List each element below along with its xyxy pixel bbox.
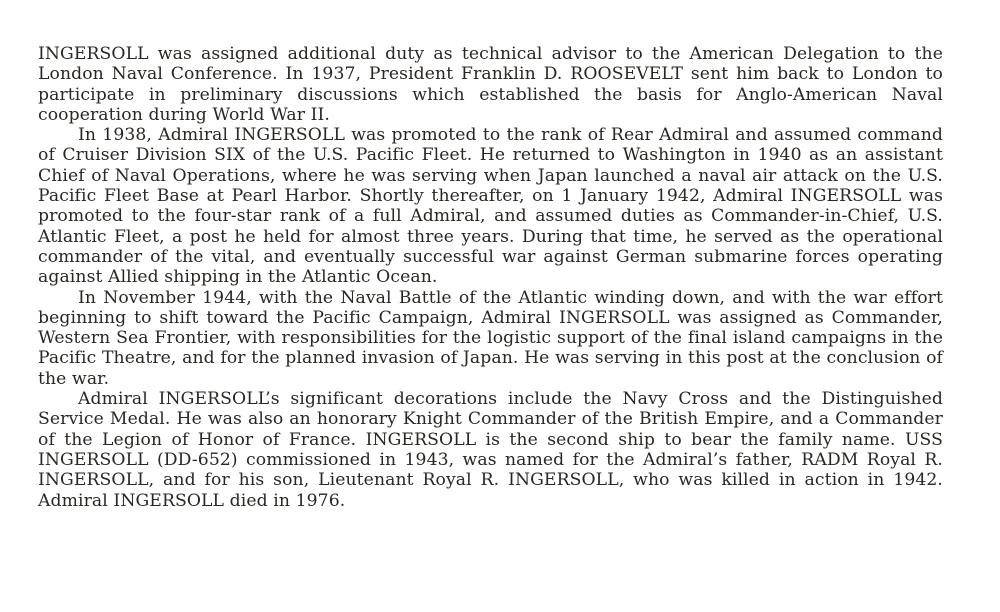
paragraph-3: In November 1944, with the Naval Battle of the Atlantic winding down, and with the war effort beginning to shift toward the Pacific Campaign, Admiral INGERSOLL was assigned as Commander, Western Sea Frontier, with responsibilities for the logistic support of the final island campaigns in the Pacific Theatre, and for the planned invasion of Japan. He was serving in this post at the conclusion of the war. <box>38 287 943 389</box>
paragraph-2: In 1938, Admiral INGERSOLL was promoted to the rank of Rear Admiral and assumed command of Cruiser Division SIX of the U.S. Pacific Fleet. He returned to Washington in 1940 as an assistant Chief of Naval Operations, where he was serving when Japan launched a naval air attack on the U.S. Pacific Fleet Base at Pearl Harbor. Shortly thereafter, on 1 January 1942, Admiral INGERSOLL was promoted to the four-star rank of a full Admiral, and assumed duties as Commander-in-Chief, U.S. Atlantic Fleet, a post he held for almost three years. During that time, he served as the operational commander of the vital, and eventually successful war against German submarine forces operating against Allied shipping in the Atlantic Ocean. <box>38 125 943 288</box>
document-page <box>38 44 943 511</box>
paragraph-1: INGERSOLL was assigned additional duty as technical advisor to the American Delegation to the London Naval Conference. In 1937, President Franklin D. ROOSEVELT sent him back to London to participate in preliminary discussions which established the basis for Anglo-American Naval cooperation during World War II. <box>38 44 943 125</box>
paragraph-4: Admiral INGERSOLL’s significant decorations include the Navy Cross and the Distinguished Service Medal. He was also an honorary Knight Commander of the British Empire, and a Commander of the Legion of Honor of France. INGERSOLL is the second ship to bear the family name. USS INGERSOLL (DD-652) commissioned in 1943, was named for the Admiral’s father, RADM Royal R. INGERSOLL, and for his son, Lieutenant Royal R. INGERSOLL, who was killed in action in 1942. Admiral INGERSOLL died in 1976. <box>38 389 943 511</box>
